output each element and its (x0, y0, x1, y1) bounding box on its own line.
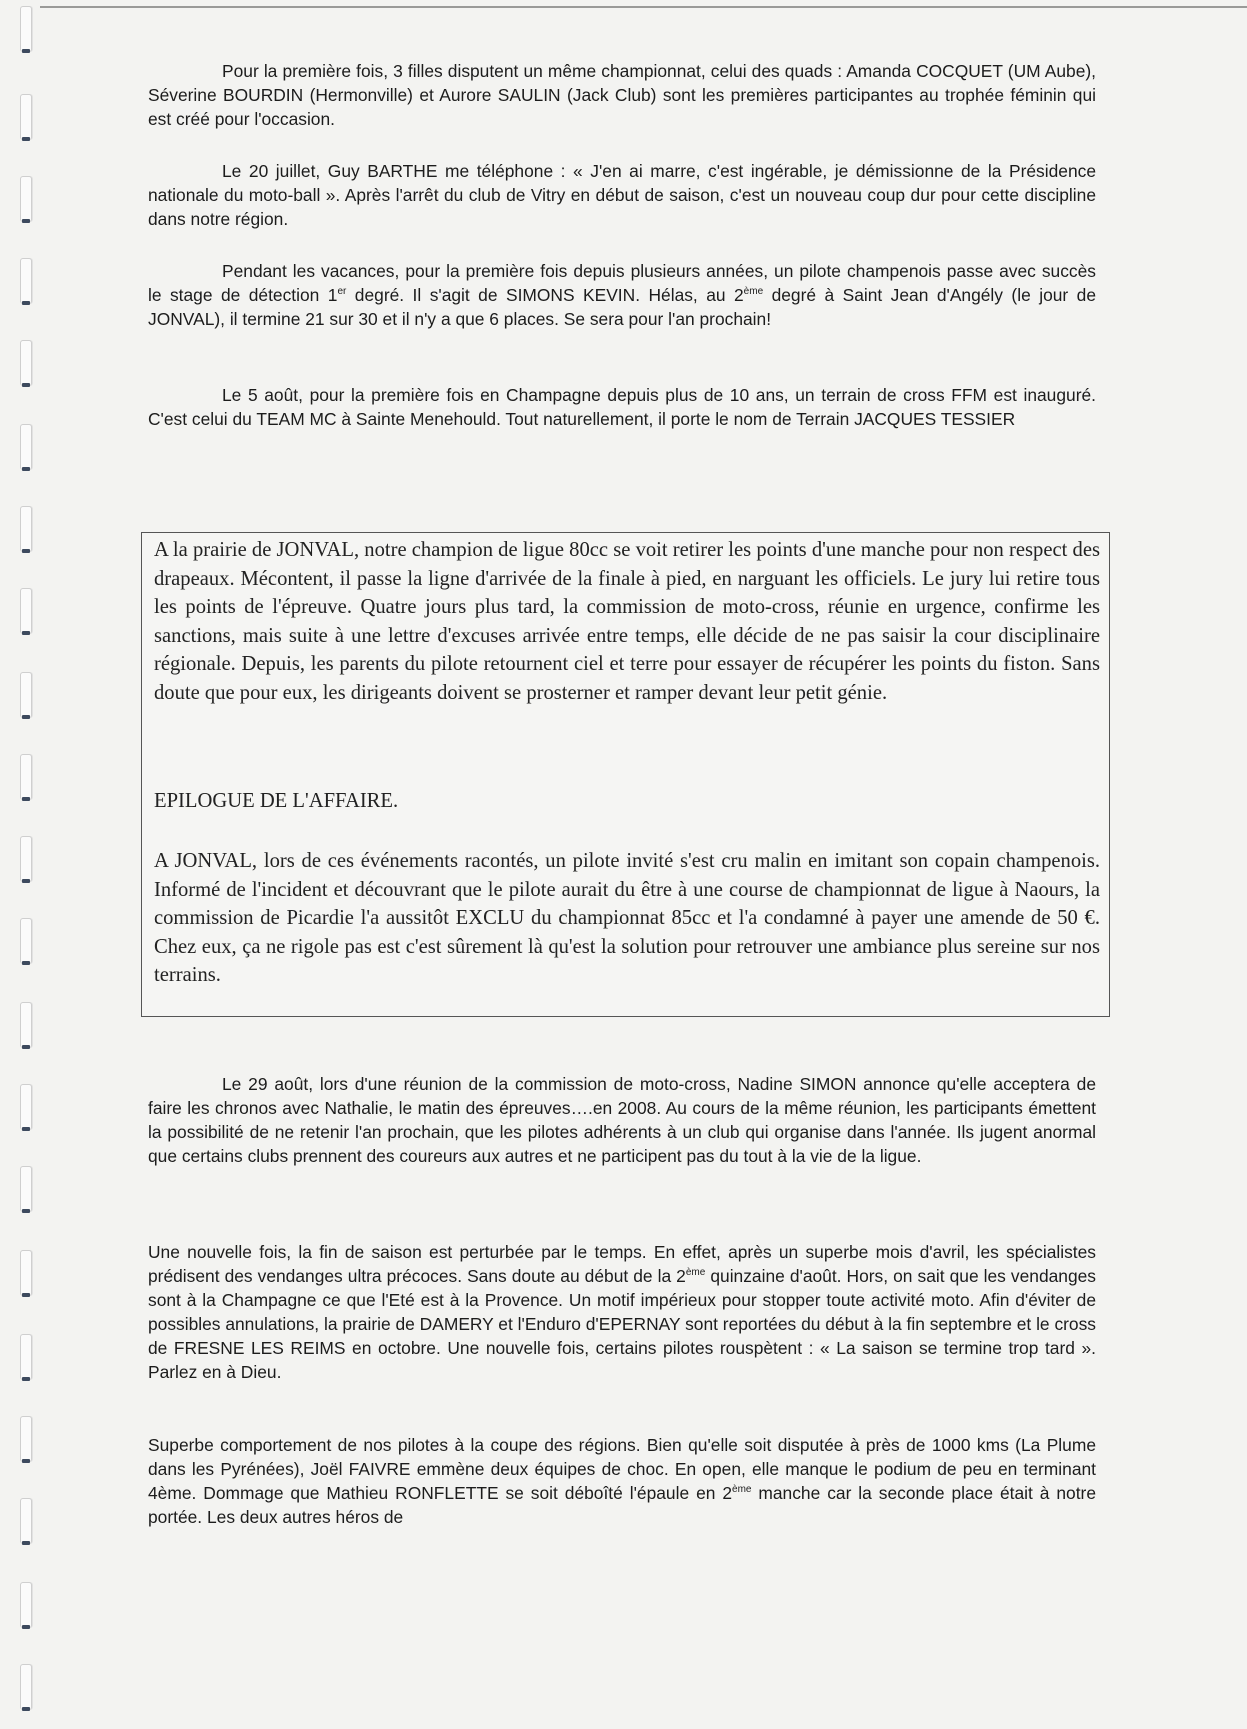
paragraph-text: Pendant les vacances, pour la première fois depuis plusieurs années, un pilote champenois passe avec succès le stage de détection 1 (148, 261, 1096, 305)
binder-ring (20, 6, 32, 52)
box-incident-text: A la prairie de JONVAL, notre champion de ligue 80cc se voit retirer les points d'une manche pour non respect des drapeaux. Mécontent, il passe la ligne d'arrivée de la finale à pied, en narguant les officiels. Le jury lui retire tous les points de l'épreuve. Quatre jours plus tard, la commission de moto-cross, réunie en urgence, confirme les sanctions, mais suite à une lettre d'excuses arrivée entre temps, elle décide de ne pas saisir la cour disciplinaire régionale. Depuis, les parents du pilote retournent ciel et terre pour essayer de récupérer les points du fiston. Sans doute que pour eux, les dirigeants doivent se prosterner et ramper devant leur petit génie. (154, 539, 1100, 704)
jonval-incident-box (141, 532, 1110, 1017)
binder-ring (20, 1334, 32, 1380)
paragraph-text: degré à Saint Jean d'Angély (le jour de JONVAL), il termine 21 sur 30 et il n'y a que 6 places. Se sera pour l'an prochain! (148, 285, 1096, 329)
binder-ring (20, 1582, 32, 1628)
superscript: er (337, 286, 347, 298)
binder-ring (20, 424, 32, 470)
paragraph-regions-cup (148, 1433, 1096, 1529)
paragraph-detection-stage (148, 259, 1096, 331)
paragraph-text: quinzaine d'août. Hors, on sait que les vendanges sont à la Champagne ce que l'Eté est à la Provence. Un motif impérieux pour stopper toute activité moto. Afin d'éviter de possibles annulations, la prairie de DAMERY et l'Enduro d'EPERNAY sont reportées du début à la fin septembre et le cross de FRESNE LES REIMS en octobre. Une nouvelle fois, certains pilotes rouspètent : « La saison se termine trop tard ». Parlez en à Dieu. (148, 1266, 1097, 1382)
superscript: ème (732, 1484, 752, 1496)
binder-ring (20, 1084, 32, 1130)
binder-ring (20, 1250, 32, 1296)
binder-ring (20, 1416, 32, 1462)
box-epilogue-text: A JONVAL, lors de ces événements racontés, un pilote invité s'est cru malin en imitant son copain champenois. Informé de l'incident et découvrant que le pilote aurait du être à une course de championnat de ligue à Naours, la commission de Picardie l'a aussitôt EXCLU du championnat 85cc et l'a condamné à payer une amende de 50 €. Chez eux, ça ne rigole pas est c'est sûrement là qu'est la solution pour retrouver une ambiance plus sereine sur nos terrains. (154, 850, 1100, 987)
paragraph-commission-meeting: Le 29 août, lors d'une réunion de la commission de moto-cross, Nadine SIMON annonce qu'elle acceptera de faire les chronos avec Nathalie, le matin des épreuves….en 2008. Au cours de la même réunion, les participants émettent la possibilité de ne retenir l'an prochain, que les pilotes adhérents à un club qui organise dans l'année. Ils jugent anormal que certains clubs prennent des coureurs aux autres et ne participent pas du tout à la vie de la ligue. (148, 1074, 1096, 1166)
paragraph-cross-terrain: Le 5 août, pour la première fois en Champagne depuis plus de 10 ans, un terrain de cross FFM est inauguré. C'est celui du TEAM MC à Sainte Menehould. Tout naturellement, il porte le nom de Terrain JACQUES TESSIER (148, 385, 1096, 429)
superscript: ème (685, 1267, 706, 1279)
binder-ring (20, 836, 32, 882)
paragraph-text: degré. Il s'agit de SIMONS KEVIN. Hélas, au 2 (346, 285, 744, 305)
binder-rings (20, 0, 50, 1729)
scan-top-edge (40, 6, 1247, 8)
binder-ring (20, 258, 32, 304)
paragraph-text: Superbe comportement de nos pilotes à la coupe des régions. Bien qu'elle soit disputée à près de 1000 kms (La Plume dans les Pyrénées), Joël FAIVRE emmène deux équipes de choc. En open, elle manque le podium de peu en terminant 4ème. Dommage que Mathieu RONFLETTE se soit déboîté l'épaule en 2 (148, 1435, 1096, 1503)
binder-ring (20, 94, 32, 140)
paragraph-season-end (148, 1240, 1096, 1384)
binder-ring (20, 918, 32, 964)
binder-ring (20, 176, 32, 222)
superscript: ème (743, 286, 764, 298)
binder-ring (20, 588, 32, 634)
box-epilogue-heading: EPILOGUE DE L'AFFAIRE. (154, 790, 399, 812)
binder-ring (20, 1498, 32, 1544)
binder-ring (20, 754, 32, 800)
paragraph-text: manche car la seconde place était à notre portée. Les deux autres héros de (148, 1483, 1096, 1527)
binder-ring (20, 672, 32, 718)
binder-ring (20, 506, 32, 552)
binder-ring (20, 1664, 32, 1710)
paragraph-quads-women: Pour la première fois, 3 filles disputent un même championnat, celui des quads : Amanda COCQUET (UM Aube), Séverine BOURDIN (Hermonville) et Aurore SAULIN (Jack Club) sont les premières participantes au trophée féminin qui est créé pour l'occasion. (148, 61, 1096, 129)
binder-ring (20, 1002, 32, 1048)
binder-ring (20, 340, 32, 386)
paragraph-moto-ball: Le 20 juillet, Guy BARTHE me téléphone : « J'en ai marre, c'est ingérable, je démissionne de la Présidence nationale du moto-ball ». Après l'arrêt du club de Vitry en début de saison, c'est un nouveau coup dur pour cette discipline dans notre région. (148, 161, 1096, 229)
paragraph-text: Une nouvelle fois, la fin de saison est perturbée par le temps. En effet, après un superbe mois d'avril, les spécialistes prédisent des vendanges ultra précoces. Sans doute au début de la 2 (148, 1242, 1096, 1286)
binder-ring (20, 1166, 32, 1212)
